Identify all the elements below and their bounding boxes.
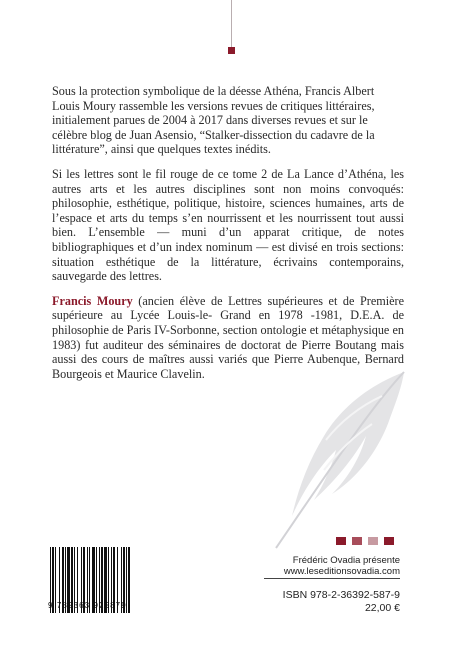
publisher-underline xyxy=(264,578,400,579)
author-bio-text: (ancien élève de Lettres supérieures et de Première supérieure au Lycée Louis-le- Grand en 1978 -1981, D.E.A. de philosophie de Paris IV-Sorbonne, section ontologie et métaphysique en 1983) fut auditeur des séminaires de doctorat de Pierre Boutang mais aussi des cours de maîtres aussi variés que Pierre Aubenque, Bernard Bourgeois et Maurice Clavelin. xyxy=(52,293,404,381)
publisher-presents: Frédéric Ovadia présente xyxy=(292,555,400,566)
author-name: Francis Moury xyxy=(52,293,133,308)
top-accent-square xyxy=(228,47,235,54)
paragraph-intro: Sous la protection symbolique de la déesse Athéna, Francis Albert Louis Moury rassemble les versions revues de critiques littéraires, initialement parues de 2004 à 2017 dans diverses revues et sur le célèbre blog de Juan Asensio, “Stalker-dissection du cadavre de la littérature”, ainsi que quelques textes inédits. xyxy=(52,84,375,157)
color-squares xyxy=(336,537,394,545)
publisher-block xyxy=(284,555,400,577)
isbn-label: ISBN 978-2-36392-587-9 xyxy=(282,589,400,601)
feather-quill-icon xyxy=(262,366,412,551)
top-divider-line xyxy=(231,0,232,48)
isbn-block xyxy=(283,589,400,615)
color-square xyxy=(352,537,362,545)
back-cover-text xyxy=(52,84,404,391)
color-square xyxy=(384,537,394,545)
price-label: 22,00 € xyxy=(364,602,400,614)
color-square xyxy=(368,537,378,545)
publisher-website: www.leseditionsovadia.com xyxy=(283,566,400,577)
barcode-number: 9 782363 925879 xyxy=(48,601,127,610)
color-square xyxy=(336,537,346,545)
paragraph-contents: Si les lettres sont le fil rouge de ce tome 2 de La Lance d’Athéna, les autres arts et les autres disciplines sont non moins convoqués: philosophie, esthétique, politique, histoire, sciences humaines, arts de l’espace et arts du temps s’en nourrissent et les nourrissent tout aussi bien. L’ensemble — muni d’un apparat critique, de notes bibliographiques et d’un index nominum — est divisé en trois sections: situation esthétique de la littérature, écrivains contemporains, sauvegarde des lettres. xyxy=(52,166,404,284)
